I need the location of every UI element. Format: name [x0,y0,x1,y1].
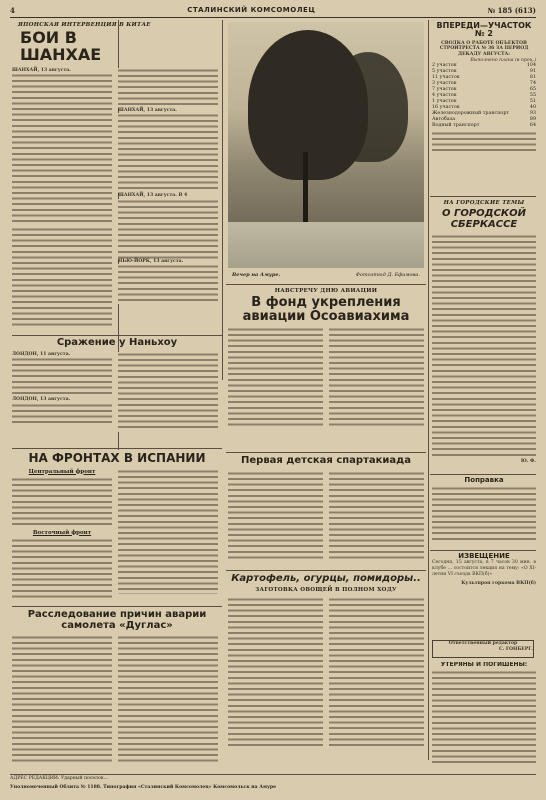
text-lines [432,234,536,459]
editor-name: С. ГОНБЕРГ. [498,646,533,652]
text-lines [329,471,424,561]
dateline: ЛОНДОН, 13 августа. [12,397,71,403]
row-label: 4 участок [432,93,457,99]
headline: Сражение у Наньхоу [56,338,178,348]
headline: Картофель, огурцы, помидоры.. [231,574,421,584]
section-rule [430,474,536,475]
subheading: ЗАГОТОВКА ОВОЩЕЙ В ПОЛНОМ ХОДУ [255,586,397,593]
text-lines [118,469,218,594]
row-value: 64 [529,123,536,129]
row-label: 2 участок [432,63,457,69]
row-value: 91 [529,69,536,75]
headline: Поправка [464,477,504,484]
text-lines [118,113,218,193]
section-rule [12,606,222,607]
headline: НА ФРОНТАХ В ИСПАНИИ [28,452,206,465]
text-lines [12,477,112,527]
article-aviation [228,288,424,448]
section-rule [226,570,426,571]
column-header: Выполнено плана (в проц.) [470,57,536,63]
signature: Ю. Ф. [520,459,536,464]
row-label: 16 участок [432,105,460,111]
row-value: 104 [526,63,536,69]
notice-body: Сегодня, 15 августа, в 7 часов 30 мин. в клубе ... состоится лекция на тему: «О XI-летии VI съезда ВКП(б)» [432,560,536,577]
row-value: 89 [529,117,536,123]
article-forward [432,22,536,192]
dateline: ШАНХАЙ, 13 августа. [12,67,71,73]
footer-address: АДРЕС РЕДАКЦИИ: Ударный поселок... [10,776,108,781]
editor-label: Ответственный редактор [448,641,518,646]
dateline: ШАНХАЙ, 13 августа. В 4 [118,193,188,199]
text-lines [118,199,218,259]
row-label: 5 участок [432,69,457,75]
dateline: ЛОНДОН, 11 августа. [12,351,71,357]
caption-title: Вечер на Амуре. [232,272,281,278]
row-label: 1 участок [432,99,457,105]
footer-print: Уполномоченный Облита № 1188. Типография «Сталинский Комсомолец» Комсомольск на Амуре [10,785,277,790]
river [228,222,424,268]
column-text [118,68,218,328]
row-value: 40 [529,105,536,111]
headline: БОИ В ШАНХАЕ [20,28,102,64]
row-value: 74 [529,81,536,87]
article-spartakiad [228,456,424,566]
section-rule [226,452,426,453]
section-rule [226,284,426,285]
section-rule [12,335,222,336]
subheading: Центральный фронт [28,468,96,475]
text-lines [118,635,218,765]
text-lines [12,403,112,427]
photo-caption [232,272,420,278]
text-lines [12,227,112,327]
kicker: ЯПОНСКАЯ ИНТЕРВЕНЦИЯ В КИТАЕ [18,22,151,28]
text-lines [118,264,218,304]
row-label: 7 участок [432,87,457,93]
text-lines [12,538,112,598]
row-value: 81 [529,75,536,81]
editor-box [432,640,534,658]
kicker: НА ГОРОДСКИЕ ТЕМЫ [443,200,525,206]
kicker: НАВСТРЕЧУ ДНЮ АВИАЦИИ [274,288,378,294]
summary-title: СВОДКА О РАБОТЕ ОБЪЕКТОВ СТРОИТРЕСТА № 36 ЗА ПЕРИОД ДЕКАДУ АВГУСТА: [439,40,529,57]
caption-credit: Фотоэтюд Д. Ефимова. [355,272,420,278]
paper-name: СТАЛИНСКИЙ КОМСОМОЛЕЦ [187,6,316,14]
row-value: 55 [529,93,536,99]
text-lines [228,471,323,561]
text-lines [12,73,112,223]
column-text [12,68,112,328]
text-lines [118,68,218,108]
section-rule [430,196,536,197]
article-lost [432,662,536,770]
text-lines [12,635,112,765]
subheading: Восточный фронт [32,529,92,536]
column-rule [428,20,429,760]
headline: ВПЕРЕДИ—УЧАСТОК № 2 [436,22,532,39]
footer-rule [10,774,536,775]
dateline: НЬЮ-ЙОРК, 13 августа. [118,258,184,264]
text-lines [432,670,536,765]
results-table [432,63,536,129]
row-label: Автобаза [432,117,456,123]
section-rule [12,448,222,449]
row-label: 3 участок [432,81,457,87]
headline: Первая детская спартакиада [241,456,411,466]
headline: В фонд укрепления авиации Осоавиахима [242,295,410,324]
photo-amur-evening [228,22,424,268]
row-value: 65 [529,87,536,93]
dateline: ШАНХАЙ, 13 августа. [118,107,177,113]
row-value: 51 [529,99,536,105]
column-rule [222,20,223,380]
tree-trunk [303,152,308,232]
masthead [10,3,536,18]
text-lines [118,352,218,432]
article-nankou [12,338,222,438]
section-rule [430,550,536,551]
notice-footer: Культпроп горкома ВКП(б) [461,581,536,587]
article-douglas [12,610,222,770]
issue-number: № 185 (613) [487,5,536,15]
table-row [432,123,536,129]
text-lines [12,357,112,397]
headline: О ГОРОДСКОЙ СБЕРКАССЕ [442,208,526,230]
article-spain [12,452,222,602]
article-correction [432,477,536,547]
row-label: Железнодорожный транспорт [432,111,510,117]
article-city [432,200,536,470]
headline: ИЗВЕЩЕНИЕ [458,553,510,560]
text-lines [329,327,424,427]
headline: УТЕРЯНЫ И ПОГИШЕНЫ: [440,662,528,668]
notice [432,553,536,623]
text-lines [228,597,323,747]
article-vegetables [228,574,424,764]
text-lines [228,327,323,427]
page-number: 4 [10,5,15,15]
row-label: 11 участок [432,75,460,81]
row-value: 93 [529,111,536,117]
row-label: Водный транспорт [432,123,480,129]
article-shanghai [12,22,222,334]
tree-crown [328,52,408,162]
headline: Расследование причин аварии самолета «Дуглас» [27,610,207,631]
text-lines [432,486,536,542]
text-lines [329,597,424,747]
text-lines [432,131,536,153]
